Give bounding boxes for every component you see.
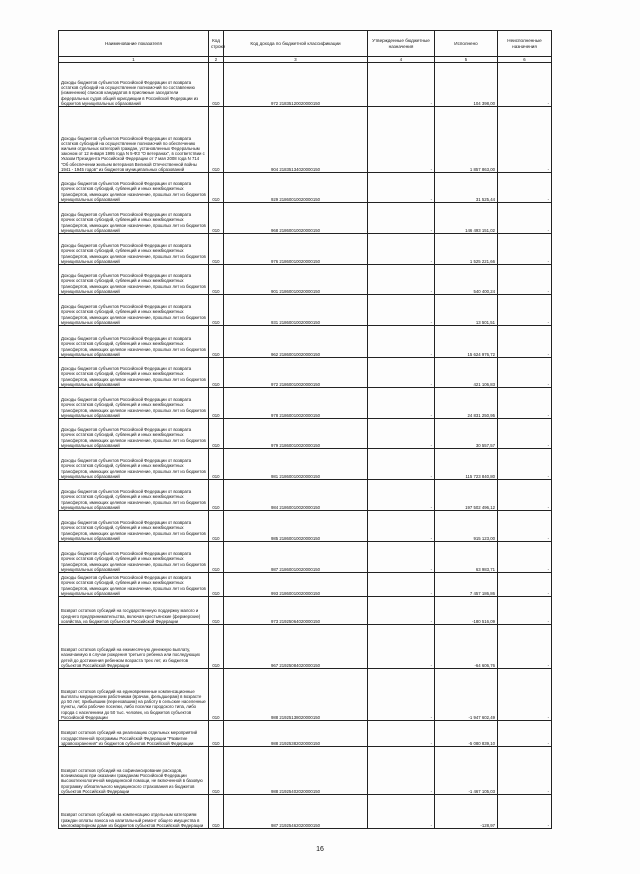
cell-code: 010 — [209, 511, 224, 542]
cell-code: 010 — [209, 358, 224, 388]
cell-unexec: - — [498, 234, 552, 265]
cell-bc: 972 21835120020000150 — [224, 63, 368, 107]
cell-bc: 988 21925382020000150 — [224, 721, 368, 747]
cell-name: Доходы бюджетов субъектов Российской Федерации от возврата прочих остатков субсидий, субвенций и иных межбюджетных трансфертов, имеющих целевое назначение, прошлых лет из бюджетов муниципальных образований — [59, 511, 209, 542]
cell-bc: 976 21860010020000150 — [224, 234, 368, 265]
cell-unexec: - — [498, 511, 552, 542]
cell-unexec: - — [498, 542, 552, 573]
cell-unexec: - — [498, 597, 552, 625]
cell-name: Доходы бюджетов субъектов Российской Федерации от возврата прочих остатков субсидий, субвенций и иных межбюджетных трансфертов, имеющих целевое назначение, прошлых лет из бюджетов муниципальных образований — [59, 388, 209, 419]
page-number: 16 — [316, 846, 324, 853]
table-row — [59, 747, 552, 795]
cell-bc: 993 21860010020000150 — [224, 573, 368, 597]
table-row — [59, 203, 552, 234]
cell-code: 010 — [209, 573, 224, 597]
cell-bc: 984 21860010020000150 — [224, 480, 368, 511]
header-code: Код строки — [209, 31, 224, 57]
cell-appr: - — [368, 669, 435, 721]
cell-appr: - — [368, 63, 435, 107]
column-number: 1 — [59, 57, 209, 63]
cell-appr: - — [368, 795, 435, 829]
cell-appr: - — [368, 449, 435, 480]
cell-unexec: - — [498, 573, 552, 597]
cell-exec: -128,97 — [435, 795, 498, 829]
table-row — [59, 511, 552, 542]
table-row — [59, 107, 552, 173]
cell-name: Доходы бюджетов субъектов Российской Федерации от возврата прочих остатков субсидий, субвенций и иных межбюджетных трансфертов, имеющих целевое назначение, прошлых лет из бюджетов муниципальных образований — [59, 265, 209, 295]
cell-appr: - — [368, 480, 435, 511]
cell-unexec: - — [498, 63, 552, 107]
cell-name: Доходы бюджетов субъектов Российской Федерации от возврата прочих остатков субсидий, субвенций и иных межбюджетных трансфертов, имеющих целевое назначение, прошлых лет из бюджетов муниципальных образований — [59, 203, 209, 234]
cell-appr: - — [368, 573, 435, 597]
cell-unexec: - — [498, 107, 552, 173]
cell-unexec: - — [498, 265, 552, 295]
cell-bc: 981 21860010020000150 — [224, 449, 368, 480]
cell-name: Доходы бюджетов субъектов Российской Федерации от возврата прочих остатков субсидий, субвенций и иных межбюджетных трансфертов, имеющих целевое назначение, прошлых лет из бюджетов муниципальных образований — [59, 449, 209, 480]
table-row — [59, 625, 552, 669]
table-row — [59, 265, 552, 295]
table-row — [59, 295, 552, 326]
cell-code: 010 — [209, 173, 224, 203]
cell-code: 010 — [209, 795, 224, 829]
table-row — [59, 173, 552, 203]
cell-appr: - — [368, 358, 435, 388]
cell-bc: 988 21925402020000150 — [224, 747, 368, 795]
cell-exec: 31 525,44 — [435, 173, 498, 203]
cell-unexec: - — [498, 625, 552, 669]
cell-bc: 987 21860010020000150 — [224, 542, 368, 573]
cell-unexec: - — [498, 203, 552, 234]
column-number: 5 — [435, 57, 498, 63]
cell-appr: - — [368, 721, 435, 747]
cell-name: Доходы бюджетов субъектов Российской Федерации от возврата прочих остатков субсидий, субвенций и иных межбюджетных трансфертов, имеющих целевое назначение, прошлых лет из бюджетов муниципальных образований — [59, 326, 209, 358]
cell-bc: 979 21860010020000150 — [224, 419, 368, 449]
cell-unexec: - — [498, 747, 552, 795]
cell-code: 010 — [209, 480, 224, 511]
cell-unexec: - — [498, 795, 552, 829]
cell-exec: 115 723 840,80 — [435, 449, 498, 480]
cell-name: Возврат остатков субсидий на софинансирование расходов, возникающих при оказании гражданам Российской Федерации высокотехнологичной медицинской помощи, не включенной в базовую программу обязательного медицинского страхования из бюджетов субъектов Российской Федерации — [59, 747, 209, 795]
cell-appr: - — [368, 542, 435, 573]
cell-appr: - — [368, 107, 435, 173]
cell-appr: - — [368, 419, 435, 449]
cell-appr: - — [368, 173, 435, 203]
cell-code: 010 — [209, 597, 224, 625]
cell-code: 010 — [209, 388, 224, 419]
cell-code: 010 — [209, 295, 224, 326]
cell-unexec: - — [498, 721, 552, 747]
cell-bc: 901 21860010020000150 — [224, 265, 368, 295]
cell-unexec: - — [498, 326, 552, 358]
cell-appr: - — [368, 265, 435, 295]
cell-exec: 24 831 250,95 — [435, 388, 498, 419]
column-number: 3 — [224, 57, 368, 63]
cell-name: Возврат остатков субсидий на единовременные компенсационные выплаты медицинским работникам (врачам, фельдшерам) в возрасте до 50 лет, прибывшим (переехавшим) на работу в сельские населенные пункты, либо рабочие поселки, либо поселки городского типа, либо города с населением до 50 тыс. человек, из бюджетов субъектов Российской Федерации — [59, 669, 209, 721]
cell-bc: 987 21925462020000150 — [224, 795, 368, 829]
cell-exec: 421 106,83 — [435, 358, 498, 388]
cell-unexec: - — [498, 480, 552, 511]
cell-appr: - — [368, 511, 435, 542]
table-row — [59, 480, 552, 511]
table-row — [59, 721, 552, 747]
cell-exec: -180 516,09 — [435, 597, 498, 625]
header-unexecuted: Неисполненные назначения — [498, 31, 552, 57]
table-row — [59, 388, 552, 419]
cell-name: Возврат остатков субсидий на ежемесячную денежную выплату, назначаемую в случае рождения третьего ребенка или последующих детей до достижения ребенком возраста трех лет, из бюджетов субъектов Российской Федерации — [59, 625, 209, 669]
cell-name: Доходы бюджетов субъектов Российской Федерации от возврата прочих остатков субсидий, субвенций и иных межбюджетных трансфертов, имеющих целевое назначение, прошлых лет из бюджетов муниципальных образований — [59, 419, 209, 449]
cell-name: Доходы бюджетов субъектов Российской Федерации от возврата прочих остатков субсидий, субвенций и иных межбюджетных трансфертов, имеющих целевое назначение, прошлых лет из бюджетов муниципальных образований — [59, 480, 209, 511]
table-row — [59, 573, 552, 597]
cell-bc: 973 21925064020000150 — [224, 597, 368, 625]
budget-table — [58, 30, 552, 829]
table-row — [59, 419, 552, 449]
cell-bc: 962 21860010020000150 — [224, 326, 368, 358]
cell-exec: 540 400,24 — [435, 265, 498, 295]
table-row — [59, 542, 552, 573]
cell-appr: - — [368, 747, 435, 795]
cell-exec: 1 857 863,00 — [435, 107, 498, 173]
cell-code: 010 — [209, 747, 224, 795]
table-header-row — [59, 31, 552, 57]
cell-bc: 967 21925084020000150 — [224, 625, 368, 669]
cell-exec: 915 123,00 — [435, 511, 498, 542]
header-executed: Исполнено — [435, 31, 498, 57]
cell-exec: -1 467 105,03 — [435, 747, 498, 795]
cell-bc: 929 21860010020000150 — [224, 173, 368, 203]
cell-exec: 13 501,51 — [435, 295, 498, 326]
cell-unexec: - — [498, 295, 552, 326]
cell-unexec: - — [498, 173, 552, 203]
cell-exec: -1 947 602,49 — [435, 669, 498, 721]
table-row — [59, 234, 552, 265]
cell-appr: - — [368, 326, 435, 358]
cell-exec: 30 557,57 — [435, 419, 498, 449]
cell-name: Доходы бюджетов субъектов Российской Федерации от возврата прочих остатков субсидий, субвенций и иных межбюджетных трансфертов, имеющих целевое назначение, прошлых лет из бюджетов муниципальных образований — [59, 173, 209, 203]
cell-exec: 15 624 976,72 — [435, 326, 498, 358]
cell-exec: 1 525 221,66 — [435, 234, 498, 265]
table-row — [59, 63, 552, 107]
table-row — [59, 795, 552, 829]
cell-appr: - — [368, 234, 435, 265]
cell-exec: 63 983,71 — [435, 542, 498, 573]
cell-bc: 931 21860010020000150 — [224, 295, 368, 326]
cell-code: 010 — [209, 449, 224, 480]
table-row — [59, 326, 552, 358]
cell-bc: 904 21835134020000150 — [224, 107, 368, 173]
cell-unexec: - — [498, 449, 552, 480]
cell-name: Доходы бюджетов субъектов Российской Федерации от возврата остатков субсидий на осуществление полномочий по составлению (изменению) списков кандидатов в присяжные заседатели федеральных судов общей юрисдикции в Российской Федерации из бюджетов муниципальных образований — [59, 63, 209, 107]
cell-unexec: - — [498, 358, 552, 388]
cell-unexec: - — [498, 669, 552, 721]
cell-code: 010 — [209, 63, 224, 107]
cell-appr: - — [368, 597, 435, 625]
column-number: 2 — [209, 57, 224, 63]
cell-bc: 978 21860010020000150 — [224, 388, 368, 419]
cell-exec: 104 398,00 — [435, 63, 498, 107]
cell-name: Доходы бюджетов субъектов Российской Федерации от возврата прочих остатков субсидий, субвенций и иных межбюджетных трансфертов, имеющих целевое назначение, прошлых лет из бюджетов муниципальных образований — [59, 542, 209, 573]
column-number: 4 — [368, 57, 435, 63]
column-number: 6 — [498, 57, 552, 63]
header-bc: Код дохода по бюджетной классификации — [224, 31, 368, 57]
cell-name: Возврат остатков субсидий на компенсацию отдельным категориям граждан оплаты взноса на капитальный ремонт общего имущества в многоквартирном доме из бюджетов субъектов Российской Федерации — [59, 795, 209, 829]
cell-name: Доходы бюджетов субъектов Российской Федерации от возврата прочих остатков субсидий, субвенций и иных межбюджетных трансфертов, имеющих целевое назначение, прошлых лет из бюджетов муниципальных образований — [59, 358, 209, 388]
table-row — [59, 358, 552, 388]
cell-name: Доходы бюджетов субъектов Российской Федерации от возврата прочих остатков субсидий, субвенций и иных межбюджетных трансфертов, имеющих целевое назначение, прошлых лет из бюджетов муниципальных образований — [59, 573, 209, 597]
cell-exec: 197 502 496,12 — [435, 480, 498, 511]
cell-code: 010 — [209, 203, 224, 234]
cell-exec: 146 493 151,02 — [435, 203, 498, 234]
table-row — [59, 669, 552, 721]
cell-code: 010 — [209, 625, 224, 669]
cell-bc: 968 21860010020000150 — [224, 203, 368, 234]
table-row — [59, 597, 552, 625]
cell-unexec: - — [498, 388, 552, 419]
cell-code: 010 — [209, 107, 224, 173]
cell-name: Возврат остатков субсидий на реализацию отдельных мероприятий государственной программы Российской Федерации "Развитие здравоохранения" из бюджетов субъектов Российской Федерации — [59, 721, 209, 747]
cell-code: 010 — [209, 265, 224, 295]
cell-unexec: - — [498, 419, 552, 449]
cell-bc: 985 21860010020000150 — [224, 511, 368, 542]
cell-code: 010 — [209, 234, 224, 265]
cell-name: Доходы бюджетов субъектов Российской Федерации от возврата остатков субсидий на осуществление полномочий по обеспечению жильем отдельных категорий граждан, установленных Федеральным законом от 12 января 1995 года N 5-ФЗ "О ветеранах", в соответствии с Указом Президента Российской Федерации от 7 мая 2008 года N 714 "Об обеспечении жильем ветеранов Великой Отечественной войны 1941 - 1945 годов" из бюджетов муниципальных образований — [59, 107, 209, 173]
cell-code: 010 — [209, 542, 224, 573]
cell-appr: - — [368, 295, 435, 326]
cell-exec: 7 457 186,86 — [435, 573, 498, 597]
cell-name: Доходы бюджетов субъектов Российской Федерации от возврата прочих остатков субсидий, субвенций и иных межбюджетных трансфертов, имеющих целевое назначение, прошлых лет из бюджетов муниципальных образований — [59, 295, 209, 326]
cell-appr: - — [368, 203, 435, 234]
cell-exec: -64 606,76 — [435, 625, 498, 669]
header-name: Наименование показателя — [59, 31, 209, 57]
table-row — [59, 449, 552, 480]
cell-name: Возврат остатков субсидий на государственную поддержку малого и среднего предпринимательства, включая крестьянские (фермерские) хозяйства, из бюджетов субъектов Российской Федерации — [59, 597, 209, 625]
cell-code: 010 — [209, 721, 224, 747]
header-approved: Утвержденные бюджетные назначения — [368, 31, 435, 57]
cell-appr: - — [368, 388, 435, 419]
cell-exec: -5 080 839,10 — [435, 721, 498, 747]
cell-bc: 972 21860010020000150 — [224, 358, 368, 388]
cell-code: 010 — [209, 669, 224, 721]
cell-code: 010 — [209, 419, 224, 449]
cell-bc: 988 21925138020000150 — [224, 669, 368, 721]
cell-code: 010 — [209, 326, 224, 358]
cell-appr: - — [368, 625, 435, 669]
cell-name: Доходы бюджетов субъектов Российской Федерации от возврата прочих остатков субсидий, субвенций и иных межбюджетных трансфертов, имеющих целевое назначение, прошлых лет из бюджетов муниципальных образований — [59, 234, 209, 265]
